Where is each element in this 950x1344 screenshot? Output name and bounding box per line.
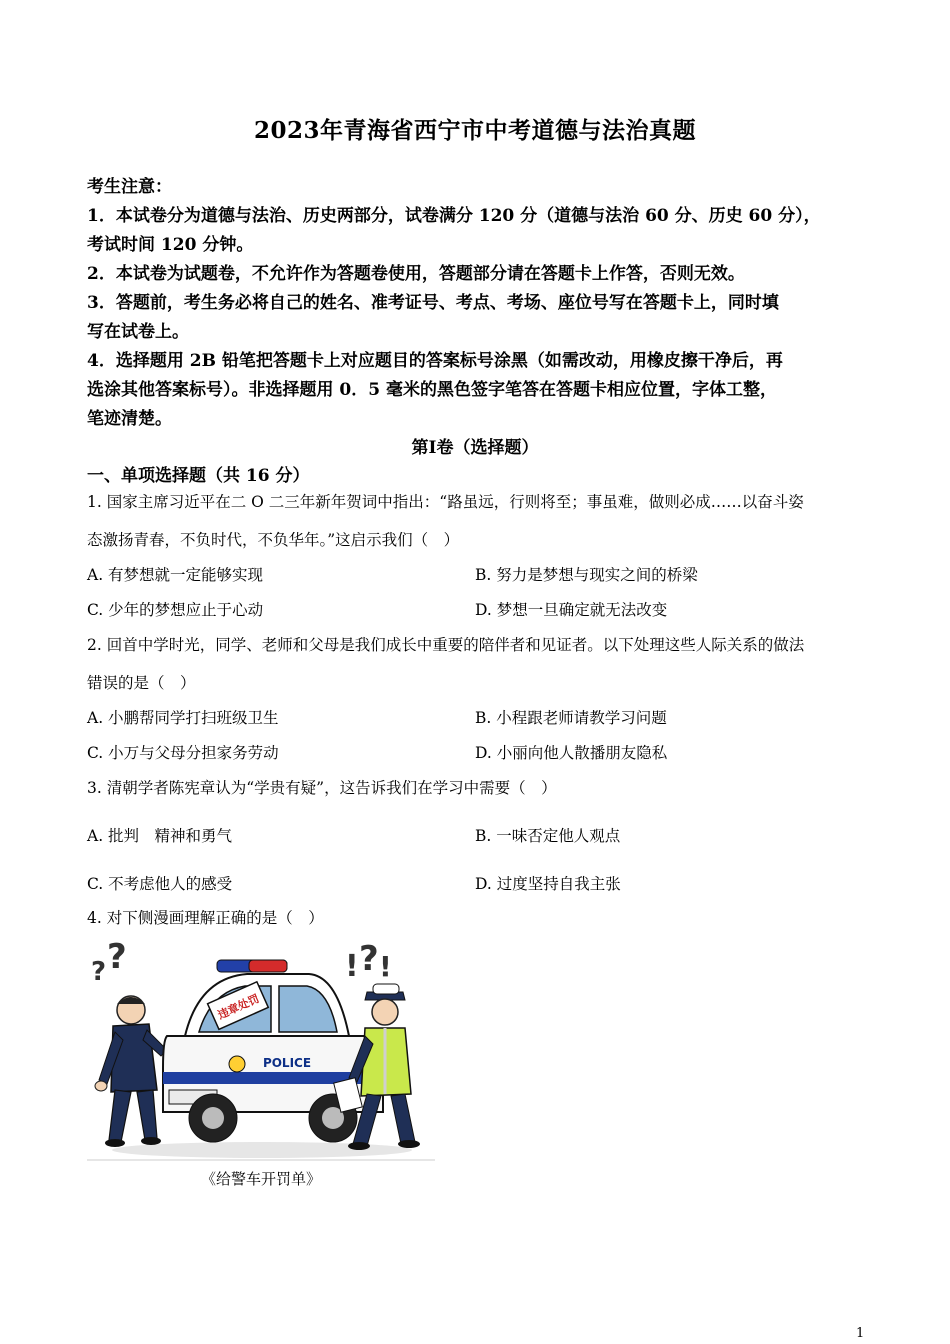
notice-line: 2．本试卷为试题卷，不允许作为答题卷使用，答题部分请在答题卡上作答，否则无效。 [87, 264, 745, 284]
question-3-option-b: B. 一味否定他人观点 [475, 827, 621, 845]
question-1-option-c: C. 少年的梦想应止于心动 [87, 601, 264, 619]
notice-heading: 考生注意： [87, 177, 172, 197]
cartoon-illustration [87, 940, 435, 1162]
svg-text:?: ? [359, 940, 379, 979]
question-4-stem: 4. 对下侧漫画理解正确的是（ ） [87, 909, 324, 927]
question-1-stem: 1. 国家主席习近平在二 O 二三年新年贺词中指出：“路虽远，行则将至；事虽难，做则必成……以奋斗姿 [87, 493, 804, 511]
question-1-stem: 态激扬青春，不负时代，不负华年。”这启示我们（ ） [87, 531, 460, 549]
question-3-option-a: A. 批判 精神和勇气 [87, 827, 233, 845]
part-heading: 一、单项选择题（共 16 分） [87, 466, 310, 486]
question-2-stem: 错误的是（ ） [87, 674, 196, 692]
notice-line: 考试时间 120 分钟。 [87, 235, 254, 255]
svg-text:!: ! [379, 950, 392, 983]
question-1-option-a: A. 有梦想就一定能够实现 [87, 566, 264, 584]
question-2-stem: 2. 回首中学时光，同学、老师和父母是我们成长中重要的陪伴者和见证者。以下处理这些人际关系的做法 [87, 636, 805, 654]
page-title: 2023年青海省西宁市中考道德与法治真题 [253, 117, 696, 144]
svg-text:!: ! [345, 949, 359, 984]
cartoon-caption: 《给警车开罚单》 [200, 1170, 321, 1188]
notice-line: 选涂其他答案标号）。非选择题用 0．5 毫米的黑色签字笔答在答题卡相应位置，字体工整， [87, 380, 777, 400]
confused-officer [95, 996, 167, 1147]
question-2-option-a: A. 小鹏帮同学打扫班级卫生 [87, 709, 279, 727]
notice-line: 3．答题前，考生务必将自己的姓名、准考证号、考点、考场、座位号写在答题卡上，同时填 [87, 293, 779, 313]
ticket-sign-text: 违章处罚 [215, 992, 262, 1022]
notice-line: 写在试卷上。 [87, 322, 189, 342]
question-3-option-d: D. 过度坚持自我主张 [475, 875, 621, 893]
question-2-option-d: D. 小丽向他人散播朋友隐私 [475, 744, 668, 762]
notice-line: 1．本试卷分为道德与法治、历史两部分，试卷满分 120 分（道德与法治 60 分、历史 60 分）， [87, 206, 821, 226]
question-3-stem: 3. 清朝学者陈宪章认为“学贵有疑”，这告诉我们在学习中需要（ ） [87, 779, 557, 797]
svg-text:?: ? [107, 940, 127, 977]
page-number: 1 [856, 1326, 865, 1341]
question-2-option-b: B. 小程跟老师请教学习问题 [475, 709, 667, 727]
question-1-option-d: D. 梦想一旦确定就无法改变 [475, 601, 668, 619]
car-label: POLICE [262, 1056, 312, 1070]
question-2-option-c: C. 小万与父母分担家务劳动 [87, 744, 279, 762]
police-car [163, 960, 383, 1142]
notice-line: 笔迹清楚。 [87, 409, 172, 429]
question-3-option-c: C. 不考虑他人的感受 [87, 875, 233, 893]
notice-line: 4．选择题用 2B 铅笔把答题卡上对应题目的答案标号涂黑（如需改动，用橡皮擦干净后，再 [87, 351, 783, 371]
question-1-option-b: B. 努力是梦想与现实之间的桥梁 [475, 566, 698, 584]
svg-text:?: ? [91, 957, 107, 987]
section-title: 第Ⅰ卷（选择题） [411, 438, 539, 458]
